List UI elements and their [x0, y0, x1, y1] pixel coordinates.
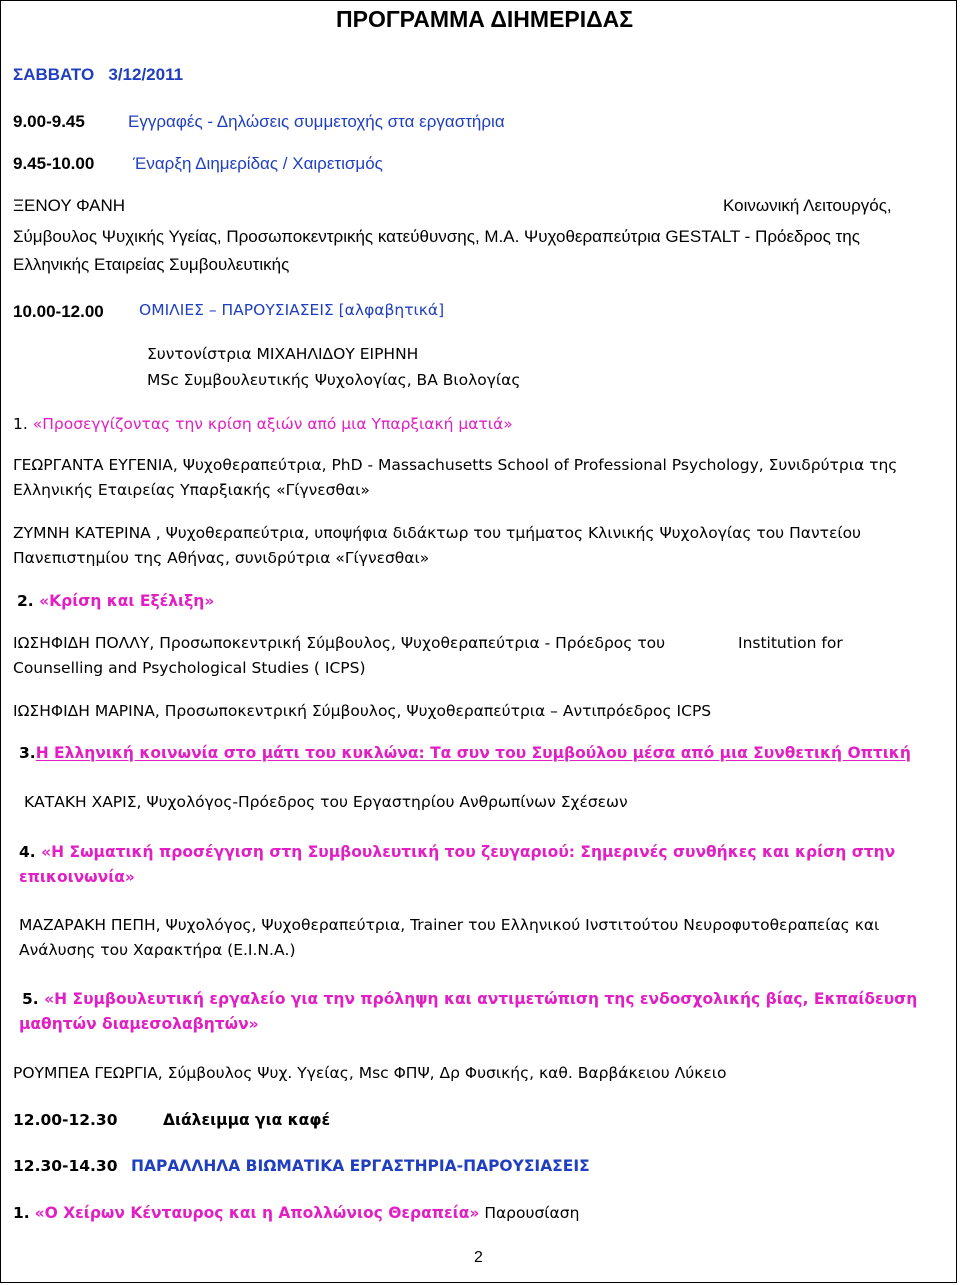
workshops-time: 12.30-14.30	[13, 1157, 118, 1175]
talk3-number: 3.	[19, 744, 36, 762]
page-number: 2	[474, 1249, 483, 1266]
talk5-title-line1: «Η Συμβουλευτική εργαλείο για την πρόληψη και αντιμετώπιση της ενδοσχολικής βίας, Εκπαίδευση	[44, 990, 918, 1008]
talk3-heading	[19, 746, 911, 762]
coordinator-line: Συντονίστρια ΜΙΧΑΗΛΙΔΟΥ ΕΙΡΗΝΗ	[147, 345, 419, 363]
workshop1-title: «Ο Χείρων Κένταυρος και η Απολλώνιος Θεραπεία»	[34, 1204, 480, 1222]
talk5-heading	[22, 992, 917, 1008]
talk1-number: 1.	[13, 415, 28, 433]
talk4-title-line1: «Η Σωματική προσέγγιση στη Συμβουλευτική του ζευγαριού: Σημερινές συνθήκες και κρίση στην	[41, 843, 896, 861]
talk4-number: 4.	[19, 843, 36, 861]
coffee-break-time: 12.00-12.30	[13, 1111, 118, 1129]
talk2-speaker2-line1: ΙΩΣΗΦΙΔΗ ΜΑΡΙΝΑ, Προσωποκεντρική Σύμβουλος, Ψυχοθεραπεύτρια – Αντιπρόεδρος ICPS	[13, 702, 712, 720]
talk1-speaker1-line1: ΓΕΩΡΓΑΝΤΑ ΕΥΓΕΝΙΑ, Ψυχοθεραπεύτρια, PhD - Massachusetts School of Professional Psychology, Συνιδρύτρια της	[13, 456, 898, 474]
talk2-speaker1-line1: ΙΩΣΗΦΙΔΗ ΠΟΛΛΥ, Προσωποκεντρική Σύμβουλος, Ψυχοθεραπεύτρια - Πρόεδρος του	[13, 634, 666, 652]
talk4-speaker1-line2: Ανάλυσης του Χαρακτήρα (Ε.Ι.Ν.Α.)	[19, 941, 296, 959]
talk5-number: 5.	[22, 990, 39, 1008]
date-value: 3/12/2011	[108, 65, 184, 84]
page-title: ΠΡΟΓΡΑΜΜΑ ΔΙΗΜΕΡΙΔΑΣ	[336, 6, 634, 32]
opening-text: Έναρξη Διημερίδας / Χαιρετισμός	[133, 154, 383, 173]
date-line	[13, 66, 183, 83]
talk3-speaker1-line1: ΚΑΤΑΚΗ ΧΑΡΙΣ, Ψυχολόγος-Πρόεδρος του Εργαστηρίου Ανθρωπίνων Σχέσεων	[24, 793, 628, 811]
talk3-title: Η Ελληνική κοινωνία στο μάτι του κυκλώνα: Τα συν του Συμβούλου μέσα από μια Συνθετική Οπτική	[35, 744, 911, 762]
talk2-title: «Κρίση και Εξέλιξη»	[39, 592, 215, 610]
opening-desc-line1: Σύμβουλος Ψυχικής Υγείας, Προσωποκεντρικής κατεύθυνσης, Μ.Α. Ψυχοθεραπεύτρια GESTALT - Πρόεδρος της	[13, 227, 860, 246]
registration-time: 9.00-9.45	[13, 112, 85, 131]
talk1-speaker2-line1: ΖΥΜΝΗ ΚΑΤΕΡΙΝΑ , Ψυχοθεραπεύτρια, υποψήφια διδάκτωρ του τμήματος Κλινικής Ψυχολογίας του Παντείου	[13, 524, 862, 542]
workshop1-suffix: Παρουσίαση	[484, 1204, 580, 1222]
workshop1-number: 1.	[13, 1204, 30, 1222]
talk2-speaker1-line2: Counselling and Psychological Studies ( ICPS)	[13, 659, 366, 677]
talk5-title-line2: μαθητών διαμεσολαβητών»	[19, 1015, 259, 1033]
talk2-speaker1-line1-right: Institution for	[738, 634, 843, 652]
date-day: ΣΑΒΒΑΤΟ	[13, 65, 95, 84]
coffee-break-text: Διάλειμμα για καφέ	[163, 1111, 331, 1129]
talk1-title: «Προσεγγίζοντας την κρίση αξιών από μια Υπαρξιακή ματιά»	[32, 415, 513, 433]
registration-text: Εγγραφές - Δηλώσεις συμμετοχής στα εργαστήρια	[128, 112, 505, 131]
talk4-heading	[19, 845, 895, 861]
talk4-title-line2: επικοινωνία»	[19, 868, 135, 886]
talk2-number: 2.	[17, 592, 34, 610]
talk1-speaker1-line2: Ελληνικής Εταιρείας Υπαρξιακής «Γίγνεσθαι»	[13, 481, 370, 499]
talk2-heading	[17, 594, 214, 610]
workshop1-heading	[13, 1206, 579, 1222]
talks-session-title: ΟΜΙΛΙΕΣ – ΠΑΡΟΥΣΙΑΣΕΙΣ [αλφαβητικά]	[139, 301, 445, 319]
opening-desc-line2: Ελληνικής Εταιρείας Συμβουλευτικής	[13, 255, 290, 274]
opening-speaker-name: ΞΕΝΟΥ ΦΑΝΗ	[13, 196, 126, 215]
talk5-speaker1-line1: ΡΟΥΜΠΕΑ ΓΕΩΡΓΙΑ, Σύμβουλος Ψυχ. Υγείας, Msc ΦΠΨ, Δρ Φυσικής, καθ. Βαρβάκειου Λύκειο	[13, 1064, 727, 1082]
talk1-speaker2-line2: Πανεπιστημίου της Αθήνας, συνιδρύτρια «Γίγνεσθαι»	[13, 549, 430, 567]
talks-session-time: 10.00-12.00	[13, 302, 104, 321]
talk4-speaker1-line1: ΜΑΖΑΡΑΚΗ ΠΕΠΗ, Ψυχολόγος, Ψυχοθεραπεύτρια, Trainer του Ελληνικού Ινστιτούτου Νευροφυτοθεραπείας και	[19, 916, 880, 934]
talk1-heading	[13, 417, 513, 433]
coordinator-desc: MSc Συμβουλευτικής Ψυχολογίας, ΒΑ Βιολογίας	[147, 371, 521, 389]
opening-time: 9.45-10.00	[13, 154, 95, 173]
workshops-text: ΠΑΡΑΛΛΗΛΑ ΒΙΩΜΑΤΙΚΑ ΕΡΓΑΣΤΗΡΙΑ-ΠΑΡΟΥΣΙΑΣΕΙΣ	[131, 1157, 590, 1175]
opening-speaker-role: Κοινωνική Λειτουργός,	[723, 196, 892, 215]
